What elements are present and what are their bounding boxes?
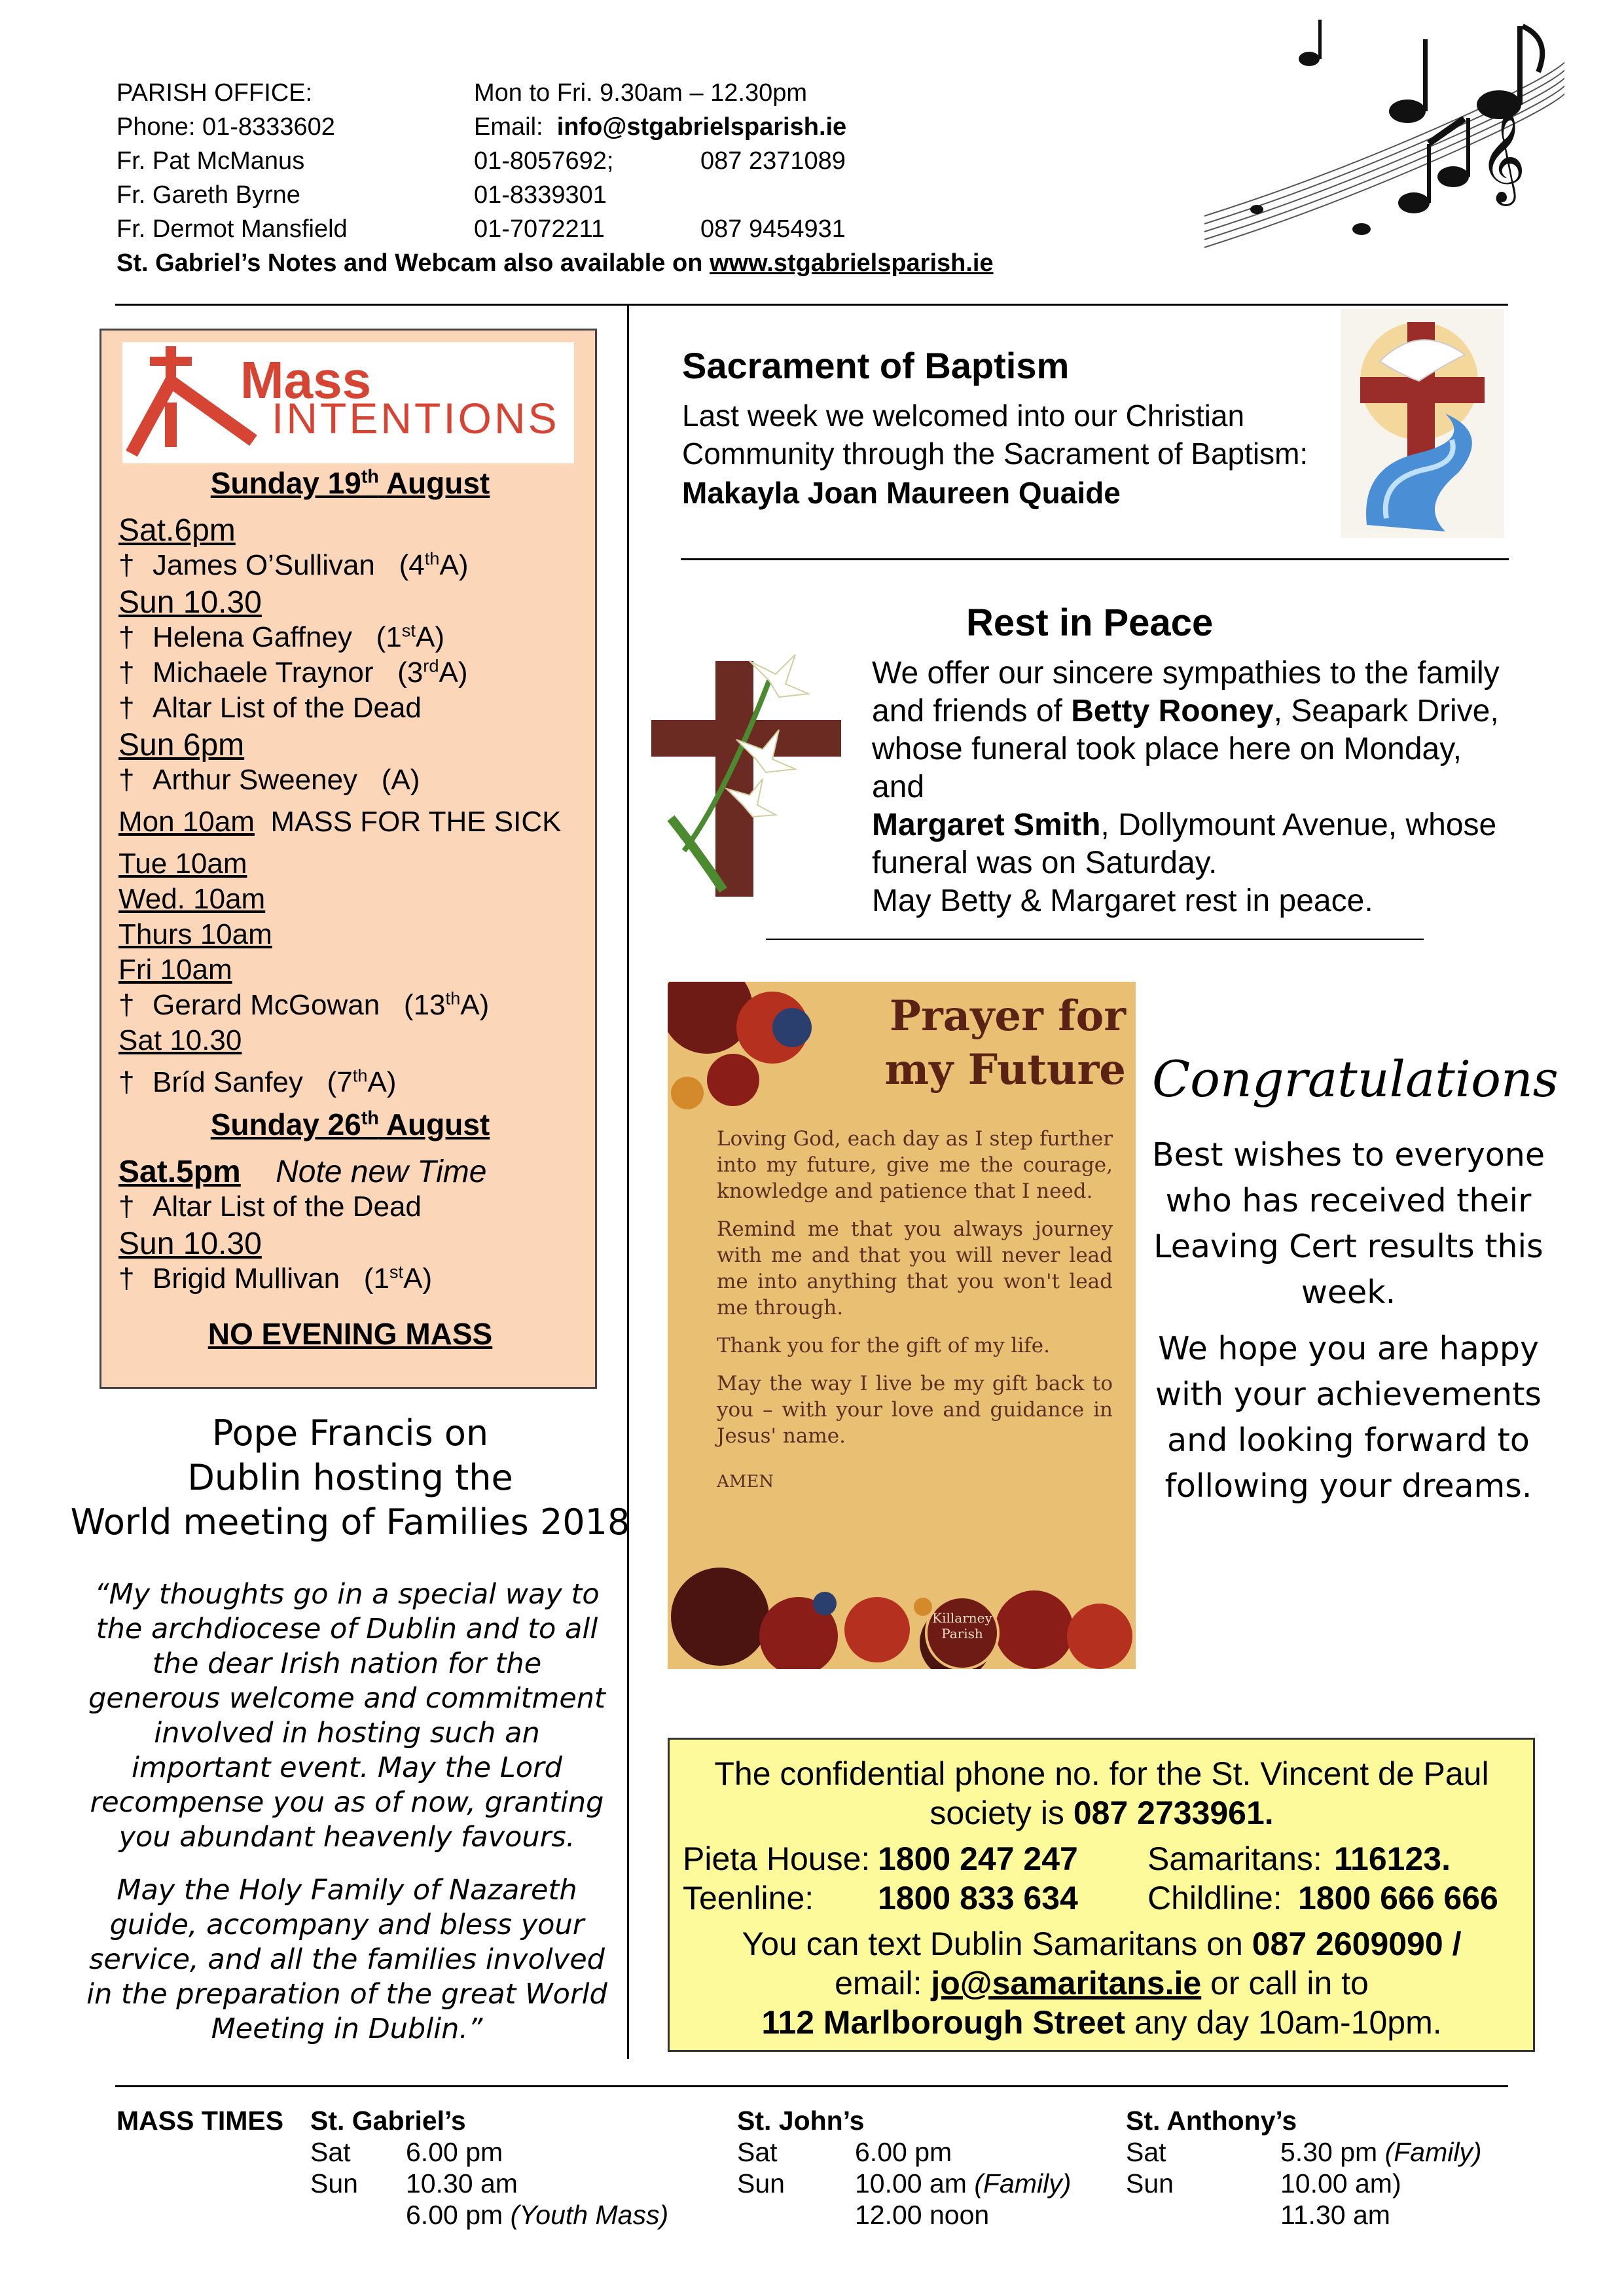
congrats-title: Congratulations — [1152, 1050, 1559, 1108]
mass-intentions-logo — [122, 342, 574, 463]
rip-title: Rest in Peace — [966, 601, 1214, 644]
prayer-title: Prayer for my Future — [884, 992, 1126, 1094]
intention: † Gerard McGowan (13thA) — [118, 988, 490, 1021]
mass-time: 10.00 am (Family) — [855, 2168, 1072, 2198]
intention: † Brigid Mullivan (1stA) — [118, 1261, 433, 1295]
svp-line: The confidential phone no. for the St. Vincent de Paul — [714, 1755, 1489, 1792]
intention: † Arthur Sweeney (A) — [118, 764, 420, 796]
priest-mobile: 087 2371089 — [700, 147, 846, 175]
mass-day: Sun — [310, 2168, 358, 2198]
footer-divider — [115, 2085, 1508, 2087]
mass-time: 10.30 am — [406, 2168, 518, 2198]
column-divider — [627, 305, 629, 2059]
mass-day: Sat — [737, 2137, 778, 2167]
office-phone: Phone: 01-8333602 — [117, 113, 335, 141]
congrats-text-1: Best wishes to everyone who has received their Leaving Cert results this week. — [1152, 1136, 1545, 1311]
pieta-number: 1800 247 247 — [878, 1840, 1078, 1877]
baptism-title: Sacrament of Baptism — [682, 345, 1070, 386]
mass-time: 11.30 am — [1280, 2200, 1390, 2230]
prayer-text: Loving God, each day as I step further into my future, give me the courage, knowledge and patience that I need. Remind me that you always journey with me and that you will never lead me into anything that you won't lead me through. Thank you for the gift of my life. May the way I live be my gift back to you – with your love and guidance in Jesus' name. AMEN — [717, 1127, 1113, 1492]
prayer-card-image — [668, 982, 1136, 1669]
deceased-name: Betty Rooney — [1071, 694, 1274, 728]
email-link[interactable]: info@stgabrielsparish.ie — [556, 113, 847, 141]
samaritans-address-line: 112 Marlborough Street any day 10am-10pm. — [761, 2004, 1442, 2041]
mass-time: 5.30 pm (Family) — [1280, 2137, 1482, 2167]
music-notes-image — [1198, 13, 1564, 262]
mass-time-mon: Mon 10am MASS FOR THE SICK — [118, 806, 562, 838]
website-link[interactable]: www.stgabrielsparish.ie — [709, 249, 994, 277]
intention: † Michaele Traynor (3rdA) — [118, 655, 468, 689]
samaritans-email-link[interactable]: jo@samaritans.ie — [931, 1965, 1202, 2001]
church-name-john: St. John’s — [737, 2106, 865, 2136]
mass-time-fri: Fri 10am — [118, 954, 232, 986]
mass-time: 10.00 am) — [1280, 2168, 1401, 2198]
mass-times-label: MASS TIMES — [117, 2106, 284, 2136]
svp-number-line: society is 087 2733961. — [929, 1795, 1274, 1831]
congrats-text-2: We hope you are happy with your achievements and looking forward to following your dreams. — [1155, 1330, 1542, 1505]
logo-word-mass: Mass — [240, 351, 372, 409]
week1-heading: Sunday 19th August — [210, 466, 490, 500]
samaritans-email-line: email: jo@samaritans.ie or call in to — [835, 1965, 1369, 2001]
no-evening-mass: NO EVENING MASS — [208, 1317, 493, 1351]
header-divider — [115, 304, 1508, 306]
priest-mobile: 087 9454931 — [700, 215, 846, 243]
priest-phone: 01-7072211 — [474, 215, 605, 243]
mass-time-thurs: Thurs 10am — [118, 918, 272, 950]
mass-time-sun1030: Sun 10.30 — [118, 585, 262, 620]
childline-label: Childline: — [1147, 1880, 1282, 1916]
parish-stamp: Killarney Parish — [932, 1610, 992, 1641]
office-hours: Mon to Fri. 9.30am – 12.30pm — [474, 79, 808, 107]
samaritans-label: Samaritans: — [1147, 1840, 1322, 1877]
mass-day: Sun — [737, 2168, 785, 2198]
mass-day: Sat — [1126, 2137, 1166, 2167]
church-name-gabriel: St. Gabriel’s — [310, 2106, 466, 2136]
intention: † James O’Sullivan (4thA) — [118, 548, 469, 581]
priest-name: Fr. Gareth Byrne — [117, 181, 300, 209]
mass-time: 6.00 pm (Youth Mass) — [406, 2200, 669, 2230]
baptism-divider — [681, 558, 1509, 560]
intention: † Helena Gaffney (1stA) — [118, 620, 444, 653]
mass-time-sat5: Sat.5pm Note new Time — [118, 1155, 487, 1189]
baptism-cross-image — [1341, 309, 1504, 538]
pope-quote-2: May the Holy Family of Nazareth guide, accompany and bless your service, and all the families involved in the preparation of the great World Meeting in Dublin.” — [86, 1874, 607, 2045]
svg-text:𝄞: 𝄞 — [1479, 111, 1526, 202]
mass-intentions-box — [99, 329, 597, 1389]
baptism-text: Last week we welcomed into our Christian Community through the Sacrament of Baptism: — [682, 399, 1308, 471]
baptism-name: Makayla Joan Maureen Quaide — [682, 476, 1121, 510]
helplines-box — [668, 1738, 1535, 2052]
intention: † Altar List of the Dead — [118, 1191, 422, 1223]
office-email: Email: info@stgabrielsparish.ie — [474, 113, 847, 141]
pieta-label: Pieta House: — [683, 1840, 871, 1877]
teenline-label: Teenline: — [683, 1880, 814, 1916]
samaritans-text-line: You can text Dublin Samaritans on 087 2609090 / — [742, 1926, 1462, 1962]
mass-time-sun6: Sun 6pm — [118, 728, 245, 762]
webcam-note: St. Gabriel’s Notes and Webcam also available on www.stgabrielsparish.ie — [117, 249, 994, 277]
church-name-anthony: St. Anthony’s — [1126, 2106, 1297, 2136]
priest-name: Fr. Dermot Mansfield — [117, 215, 348, 243]
office-label: PARISH OFFICE: — [117, 79, 313, 107]
priest-name: Fr. Pat McManus — [117, 147, 305, 175]
rip-divider — [766, 939, 1424, 940]
logo-word-intentions: INTENTIONS — [272, 394, 560, 442]
mass-time: 6.00 pm — [406, 2137, 503, 2167]
teenline-number: 1800 833 634 — [878, 1880, 1078, 1916]
mass-time: 6.00 pm — [855, 2137, 952, 2167]
lily-cross-image — [645, 655, 848, 903]
mass-time-wed: Wed. 10am — [118, 883, 266, 915]
pope-quote-1: “My thoughts go in a special way to the archdiocese of Dublin and to all the dear Irish nation for the generous welcome and commitment involved in hosting such an important event. May the Lord recompense you as of now, granting you abundant heavenly favours. — [88, 1578, 605, 1854]
intention: † Altar List of the Dead — [118, 692, 422, 724]
week2-heading: Sunday 26th August — [210, 1107, 490, 1141]
intention: † Bríd Sanfey (7thA) — [118, 1065, 397, 1098]
mass-time-tue: Tue 10am — [118, 848, 247, 880]
samaritans-number: 116123. — [1334, 1840, 1451, 1877]
mass-time-sat6: Sat.6pm — [118, 513, 236, 548]
mass-time: 12.00 noon — [855, 2200, 990, 2230]
deceased-name: Margaret Smith — [872, 808, 1101, 842]
childline-number: 1800 666 666 — [1298, 1880, 1498, 1916]
mass-day: Sat — [310, 2137, 351, 2167]
priest-phone: 01-8339301 — [474, 181, 607, 209]
priest-phone: 01-8057692; — [474, 147, 614, 175]
mass-time-sat1030: Sat 10.30 — [118, 1024, 242, 1056]
pope-title: Pope Francis on Dublin hosting the World meeting of Families 2018 — [70, 1412, 630, 1543]
rip-text: We offer our sincere sympathies to the family and friends of Betty Rooney, Seapark Drive, whose funeral took place here on Monday, and Margaret Smith, Dollymount Avenue, whose funeral was on Saturday. May Betty & Margaret rest in peace. — [872, 656, 1500, 918]
mass-time-sun1030b: Sun 10.30 — [118, 1227, 262, 1261]
mass-day: Sun — [1126, 2168, 1174, 2198]
